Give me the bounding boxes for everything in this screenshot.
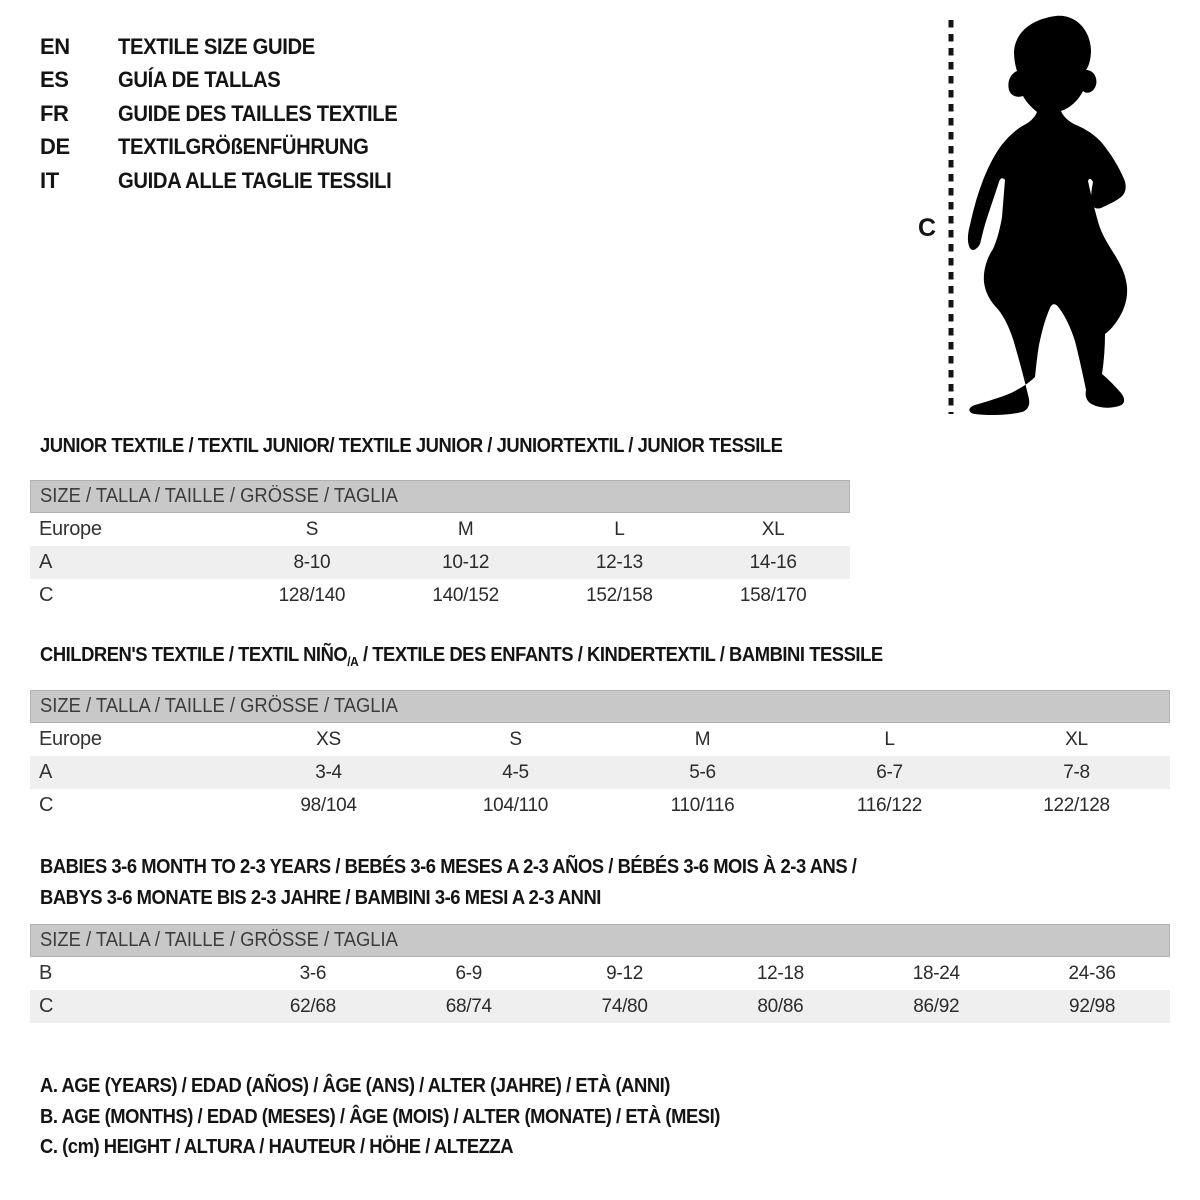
- guide-title: TEXTILGRÖßENFÜHRUNG: [118, 134, 369, 160]
- size-cell: 12-18: [756, 962, 804, 984]
- heading-text: / TEXTILE DES ENFANTS / KINDERTEXTIL / BAMBINI TESSILE: [358, 644, 883, 666]
- table-row: [30, 789, 1170, 822]
- heading-text: CHILDREN'S TEXTILE / TEXTIL NIÑO: [40, 644, 348, 666]
- size-header-label: SIZE / TALLA / TAILLE / GRÖSSE / TAGLIA: [40, 695, 398, 717]
- size-cell: 7-8: [1063, 761, 1090, 783]
- language-title-list: [40, 30, 422, 198]
- table-row: [30, 723, 1170, 756]
- size-cell: M: [457, 518, 474, 540]
- table-row: [30, 990, 1170, 1023]
- row-label-cell: A: [39, 551, 53, 573]
- children-size-table: [30, 690, 1170, 822]
- size-cell: S: [305, 518, 319, 540]
- language-code: ES: [40, 67, 69, 93]
- size-cell: 9-12: [606, 962, 643, 984]
- language-row: [40, 131, 422, 165]
- size-cell: XS: [316, 728, 341, 750]
- table-row: [30, 957, 1170, 990]
- size-cell: 140/152: [432, 584, 499, 606]
- row-label-cell: C: [39, 794, 54, 816]
- size-header-bar: [30, 690, 1170, 723]
- guide-title: GUÍA DE TALLAS: [118, 67, 281, 93]
- children-section-heading: [40, 643, 883, 674]
- size-cell: L: [884, 728, 895, 750]
- size-header-bar: [30, 480, 850, 513]
- row-label-cell: C: [39, 995, 54, 1017]
- size-cell: 158/170: [739, 584, 807, 606]
- size-cell: 8-10: [293, 551, 331, 573]
- babies-heading-line1: BABIES 3-6 MONTH TO 2-3 YEARS / BEBÉS 3-6 MESES A 2-3 AÑOS / BÉBÉS 3-6 MOIS À 2-3 ANS /: [40, 856, 857, 878]
- size-cell: 62/68: [289, 995, 336, 1017]
- row-label-cell: Europe: [39, 728, 102, 750]
- size-header-label: SIZE / TALLA / TAILLE / GRÖSSE / TAGLIA: [40, 485, 398, 507]
- size-cell: 3-4: [315, 761, 342, 783]
- size-cell: 14-16: [749, 551, 797, 573]
- size-cell: 98/104: [300, 794, 357, 816]
- size-cell: 10-12: [442, 551, 490, 573]
- table-row: [30, 756, 1170, 789]
- baby-silhouette: [968, 16, 1127, 415]
- baby-silhouette-figure: [938, 8, 1148, 420]
- size-cell: 4-5: [502, 761, 529, 783]
- size-cell: 80/86: [757, 995, 804, 1017]
- size-header-label: SIZE / TALLA / TAILLE / GRÖSSE / TAGLIA: [40, 929, 398, 951]
- guide-title: TEXTILE SIZE GUIDE: [118, 33, 315, 59]
- row-label-cell: A: [39, 761, 53, 783]
- size-cell: 5-6: [689, 761, 716, 783]
- size-cell: 116/122: [856, 794, 923, 816]
- size-cell: XL: [1065, 728, 1088, 750]
- heading-subscript: /A: [347, 654, 359, 669]
- size-cell: 12-13: [595, 551, 643, 573]
- babies-heading-line2: BABYS 3-6 MONATE BIS 2-3 JAHRE / BAMBINI 3-6 MESI A 2-3 ANNI: [40, 887, 601, 909]
- language-row: [40, 97, 422, 131]
- size-cell: 24-36: [1068, 962, 1116, 984]
- table-row: [30, 579, 850, 612]
- size-cell: 6-9: [455, 962, 483, 984]
- guide-title: GUIDE DES TAILLES TEXTILE: [118, 100, 398, 126]
- size-header-bar: [30, 924, 1170, 957]
- legend-line-a: A. AGE (YEARS) / EDAD (AÑOS) / ÂGE (ANS) / ALTER (JAHRE) / ETÀ (ANNI): [40, 1075, 670, 1097]
- size-cell: 68/74: [445, 995, 492, 1017]
- size-cell: 104/110: [482, 794, 549, 816]
- language-code: FR: [40, 100, 69, 126]
- language-code: EN: [40, 33, 70, 59]
- size-cell: XL: [761, 518, 785, 540]
- language-row: [40, 30, 422, 64]
- size-cell: 86/92: [913, 995, 960, 1017]
- table-row: [30, 513, 850, 546]
- size-cell: 122/128: [1043, 794, 1110, 816]
- guide-title: GUIDA ALLE TAGLIE TESSILI: [118, 167, 392, 193]
- size-cell: 110/116: [670, 794, 735, 816]
- legend-line-b: B. AGE (MONTHS) / EDAD (MESES) / ÂGE (MOIS) / ALTER (MONATE) / ETÀ (MESI): [40, 1105, 720, 1128]
- size-cell: 18-24: [912, 962, 960, 984]
- language-code: IT: [40, 167, 59, 193]
- size-cell: L: [614, 518, 625, 540]
- junior-size-table: [30, 480, 850, 612]
- size-cell: 128/140: [278, 584, 346, 606]
- size-cell: 3-6: [299, 962, 327, 984]
- row-label-cell: Europe: [39, 518, 102, 540]
- legend-line-c: C. (cm) HEIGHT / ALTURA / HAUTEUR / HÖHE / ALTEZZA: [40, 1136, 514, 1158]
- size-cell: 6-7: [876, 761, 903, 783]
- measure-legend: [40, 1071, 779, 1163]
- row-label-cell: C: [39, 584, 54, 606]
- size-cell: 92/98: [1069, 995, 1116, 1017]
- language-row: [40, 164, 422, 198]
- size-cell: M: [694, 728, 711, 750]
- size-cell: 152/158: [586, 584, 653, 606]
- babies-section-heading: [40, 852, 856, 914]
- babies-size-table: [30, 924, 1170, 1023]
- junior-section-heading: JUNIOR TEXTILE / TEXTIL JUNIOR/ TEXTILE JUNIOR / JUNIORTEXTIL / JUNIOR TESSILE: [40, 435, 783, 457]
- language-row: [40, 64, 422, 98]
- height-measure-label: C: [917, 214, 937, 242]
- table-row: [30, 546, 850, 579]
- row-label-cell: B: [39, 962, 53, 984]
- size-cell: 74/80: [601, 995, 648, 1017]
- size-cell: S: [509, 728, 522, 750]
- language-code: DE: [40, 134, 70, 160]
